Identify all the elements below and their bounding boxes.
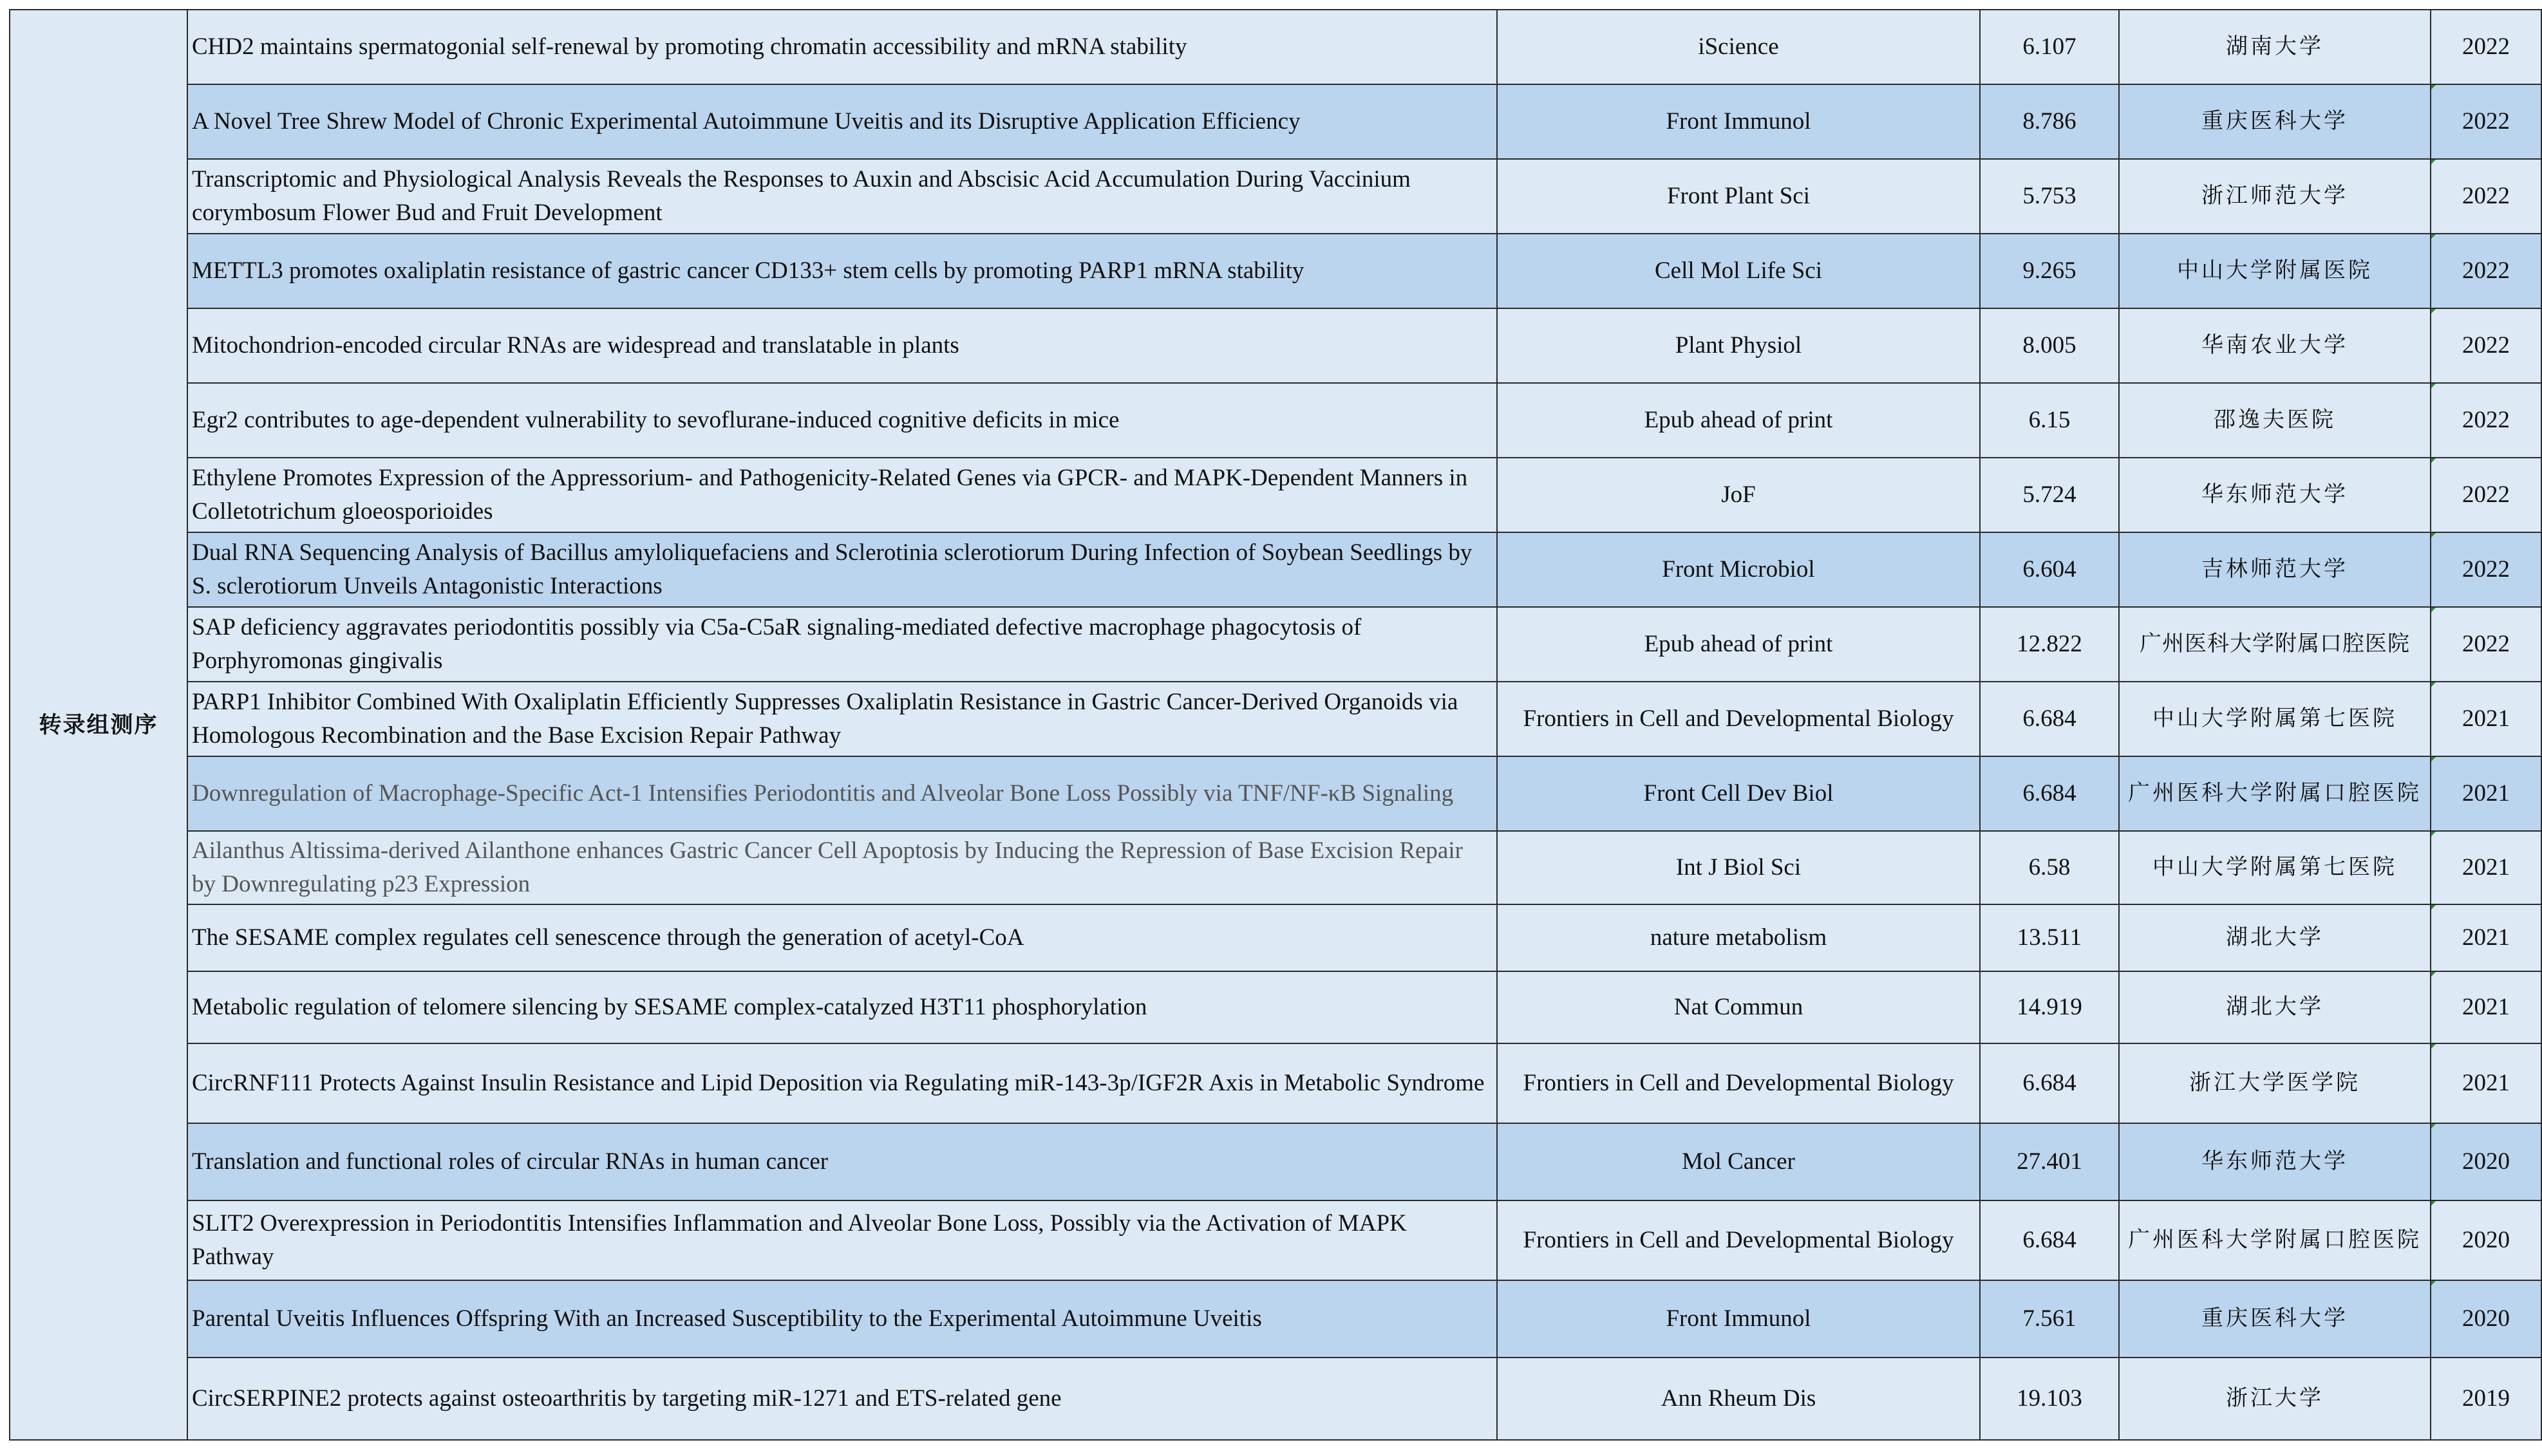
year-cell: 2022 bbox=[2431, 458, 2541, 532]
institution-cell: 华东师范大学 bbox=[2119, 1123, 2431, 1200]
table-row bbox=[10, 532, 2541, 607]
year-cell: 2022 bbox=[2431, 84, 2541, 159]
year-cell: 2021 bbox=[2431, 904, 2541, 971]
title-cell: Egr2 contributes to age-dependent vulnerability to sevoflurane-induced cognitive deficits in mice bbox=[187, 383, 1497, 458]
table-row bbox=[10, 10, 2541, 84]
title-cell: SAP deficiency aggravates periodontitis possibly via C5a-C5aR signaling-mediated defective macrophage phagocytosis of Porphyromonas gingivalis bbox=[187, 607, 1497, 682]
institution-cell: 重庆医科大学 bbox=[2119, 84, 2431, 159]
journal-cell: Ann Rheum Dis bbox=[1497, 1358, 1980, 1440]
table-row bbox=[10, 234, 2541, 308]
institution-cell: 浙江大学医学院 bbox=[2119, 1043, 2431, 1123]
title-cell: Mitochondrion-encoded circular RNAs are widespread and translatable in plants bbox=[187, 308, 1497, 383]
title-cell: A Novel Tree Shrew Model of Chronic Experimental Autoimmune Uveitis and its Disruptive Application Efficiency bbox=[187, 84, 1497, 159]
journal-cell: Front Immunol bbox=[1497, 1280, 1980, 1358]
year-cell: 2021 bbox=[2431, 756, 2541, 831]
institution-cell: 中山大学附属第七医院 bbox=[2119, 831, 2431, 904]
title-cell bbox=[187, 831, 1497, 904]
institution-cell: 浙江师范大学 bbox=[2119, 159, 2431, 234]
institution-cell: 浙江大学 bbox=[2119, 1358, 2431, 1440]
table-row bbox=[10, 1043, 2541, 1123]
impact-factor-cell: 27.401 bbox=[1980, 1123, 2119, 1200]
institution-cell: 中山大学附属第七医院 bbox=[2119, 682, 2431, 756]
institution-cell: 华南农业大学 bbox=[2119, 308, 2431, 383]
impact-factor-cell: 6.15 bbox=[1980, 383, 2119, 458]
journal-cell: Front Immunol bbox=[1497, 84, 1980, 159]
impact-factor-cell: 6.684 bbox=[1980, 682, 2119, 756]
table-row bbox=[10, 1200, 2541, 1280]
table-row bbox=[10, 1358, 2541, 1440]
year-cell: 2021 bbox=[2431, 831, 2541, 904]
title-cell bbox=[187, 756, 1497, 831]
title-text: Ailanthus Altissima-derived Ailanthone enhances Gastric Cancer Cell Apoptosis by Inducing the Repression of Base Excision Repair by Downregulating p23 Expression bbox=[192, 837, 1463, 897]
table-row bbox=[10, 607, 2541, 682]
table-row bbox=[10, 756, 2541, 831]
table-row bbox=[10, 831, 2541, 904]
journal-cell: Nat Commun bbox=[1497, 971, 1980, 1043]
year-cell: 2021 bbox=[2431, 682, 2541, 756]
institution-cell: 中山大学附属医院 bbox=[2119, 234, 2431, 308]
journal-cell: Front Microbiol bbox=[1497, 532, 1980, 607]
table-row bbox=[10, 1280, 2541, 1358]
table-row bbox=[10, 971, 2541, 1043]
impact-factor-cell: 14.919 bbox=[1980, 971, 2119, 1043]
journal-cell: Frontiers in Cell and Developmental Biology bbox=[1497, 1200, 1980, 1280]
journal-cell: Int J Biol Sci bbox=[1497, 831, 1980, 904]
journal-cell: Epub ahead of print bbox=[1497, 607, 1980, 682]
year-cell: 2022 bbox=[2431, 234, 2541, 308]
impact-factor-cell: 13.511 bbox=[1980, 904, 2119, 971]
impact-factor-cell: 6.684 bbox=[1980, 1200, 2119, 1280]
institution-cell: 湖北大学 bbox=[2119, 904, 2431, 971]
title-cell: The SESAME complex regulates cell senescence through the generation of acetyl-CoA bbox=[187, 904, 1497, 971]
table-row bbox=[10, 84, 2541, 159]
impact-factor-cell: 12.822 bbox=[1980, 607, 2119, 682]
title-cell: Ethylene Promotes Expression of the Appressorium- and Pathogenicity-Related Genes via GPCR- and MAPK-Dependent Manners in Colletotrichum gloeosporioides bbox=[187, 458, 1497, 532]
journal-cell: nature metabolism bbox=[1497, 904, 1980, 971]
impact-factor-cell: 6.107 bbox=[1980, 10, 2119, 84]
journal-cell: JoF bbox=[1497, 458, 1980, 532]
impact-factor-cell: 8.005 bbox=[1980, 308, 2119, 383]
year-cell: 2019 bbox=[2431, 1358, 2541, 1440]
table-row bbox=[10, 159, 2541, 234]
table-row bbox=[10, 458, 2541, 532]
category-cell: 转录组测序 bbox=[10, 10, 187, 1440]
impact-factor-cell: 5.724 bbox=[1980, 458, 2119, 532]
table-row bbox=[10, 682, 2541, 756]
institution-cell: 华东师范大学 bbox=[2119, 458, 2431, 532]
impact-factor-cell: 19.103 bbox=[1980, 1358, 2119, 1440]
title-cell: Dual RNA Sequencing Analysis of Bacillus amyloliquefaciens and Sclerotinia sclerotiorum During Infection of Soybean Seedlings by S. sclerotiorum Unveils Antagonistic Interactions bbox=[187, 532, 1497, 607]
title-cell: Parental Uveitis Influences Offspring With an Increased Susceptibility to the Experimental Autoimmune Uveitis bbox=[187, 1280, 1497, 1358]
impact-factor-cell: 6.684 bbox=[1980, 756, 2119, 831]
institution-cell: 广州医科大学附属口腔医院 bbox=[2119, 756, 2431, 831]
year-cell: 2022 bbox=[2431, 532, 2541, 607]
year-cell: 2020 bbox=[2431, 1280, 2541, 1358]
title-cell: Translation and functional roles of circular RNAs in human cancer bbox=[187, 1123, 1497, 1200]
impact-factor-cell: 9.265 bbox=[1980, 234, 2119, 308]
year-cell: 2022 bbox=[2431, 159, 2541, 234]
table-row bbox=[10, 904, 2541, 971]
year-cell: 2021 bbox=[2431, 1043, 2541, 1123]
journal-cell: Mol Cancer bbox=[1497, 1123, 1980, 1200]
journal-cell: Frontiers in Cell and Developmental Biology bbox=[1497, 1043, 1980, 1123]
journal-cell: Frontiers in Cell and Developmental Biology bbox=[1497, 682, 1980, 756]
year-cell: 2020 bbox=[2431, 1200, 2541, 1280]
year-cell: 2022 bbox=[2431, 308, 2541, 383]
institution-cell: 吉林师范大学 bbox=[2119, 532, 2431, 607]
impact-factor-cell: 8.786 bbox=[1980, 84, 2119, 159]
journal-cell: Front Cell Dev Biol bbox=[1497, 756, 1980, 831]
institution-cell: 湖北大学 bbox=[2119, 971, 2431, 1043]
year-cell: 2022 bbox=[2431, 607, 2541, 682]
title-cell: METTL3 promotes oxaliplatin resistance of gastric cancer CD133+ stem cells by promoting PARP1 mRNA stability bbox=[187, 234, 1497, 308]
impact-factor-cell: 6.684 bbox=[1980, 1043, 2119, 1123]
title-cell: SLIT2 Overexpression in Periodontitis Intensifies Inflammation and Alveolar Bone Loss, Possibly via the Activation of MAPK Pathway bbox=[187, 1200, 1497, 1280]
title-cell: CHD2 maintains spermatogonial self-renewal by promoting chromatin accessibility and mRNA stability bbox=[187, 10, 1497, 84]
journal-cell: Epub ahead of print bbox=[1497, 383, 1980, 458]
publication-table bbox=[9, 9, 2542, 1441]
impact-factor-cell: 7.561 bbox=[1980, 1280, 2119, 1358]
table-row bbox=[10, 1123, 2541, 1200]
impact-factor-cell: 6.604 bbox=[1980, 532, 2119, 607]
table-row bbox=[10, 383, 2541, 458]
institution-cell: 重庆医科大学 bbox=[2119, 1280, 2431, 1358]
title-cell: Transcriptomic and Physiological Analysis Reveals the Responses to Auxin and Abscisic Acid Accumulation During Vaccinium corymbosum Flower Bud and Fruit Development bbox=[187, 159, 1497, 234]
table-row bbox=[10, 308, 2541, 383]
title-cell: PARP1 Inhibitor Combined With Oxaliplatin Efficiently Suppresses Oxaliplatin Resistance in Gastric Cancer-Derived Organoids via Homologous Recombination and the Base Excision Repair Pathway bbox=[187, 682, 1497, 756]
journal-cell: iScience bbox=[1497, 10, 1980, 84]
journal-cell: Plant Physiol bbox=[1497, 308, 1980, 383]
year-cell: 2022 bbox=[2431, 383, 2541, 458]
year-cell: 2022 bbox=[2431, 10, 2541, 84]
journal-cell: Front Plant Sci bbox=[1497, 159, 1980, 234]
title-cell: CircSERPINE2 protects against osteoarthritis by targeting miR-1271 and ETS-related gene bbox=[187, 1358, 1497, 1440]
institution-cell: 邵逸夫医院 bbox=[2119, 383, 2431, 458]
institution-cell: 广州医科大学附属口腔医院 bbox=[2119, 607, 2431, 682]
year-cell: 2021 bbox=[2431, 971, 2541, 1043]
title-cell: Metabolic regulation of telomere silencing by SESAME complex-catalyzed H3T11 phosphorylation bbox=[187, 971, 1497, 1043]
journal-cell: Cell Mol Life Sci bbox=[1497, 234, 1980, 308]
year-cell: 2020 bbox=[2431, 1123, 2541, 1200]
institution-cell: 广州医科大学附属口腔医院 bbox=[2119, 1200, 2431, 1280]
institution-cell: 湖南大学 bbox=[2119, 10, 2431, 84]
title-cell: CircRNF111 Protects Against Insulin Resistance and Lipid Deposition via Regulating miR-143-3p/IGF2R Axis in Metabolic Syndrome bbox=[187, 1043, 1497, 1123]
impact-factor-cell: 5.753 bbox=[1980, 159, 2119, 234]
title-text: Downregulation of Macrophage-Specific Act-1 Intensifies Periodontitis and Alveolar Bone Loss Possibly via TNF/NF-κB Signaling bbox=[192, 780, 1454, 807]
impact-factor-cell: 6.58 bbox=[1980, 831, 2119, 904]
publication-sheet bbox=[9, 9, 2542, 1441]
